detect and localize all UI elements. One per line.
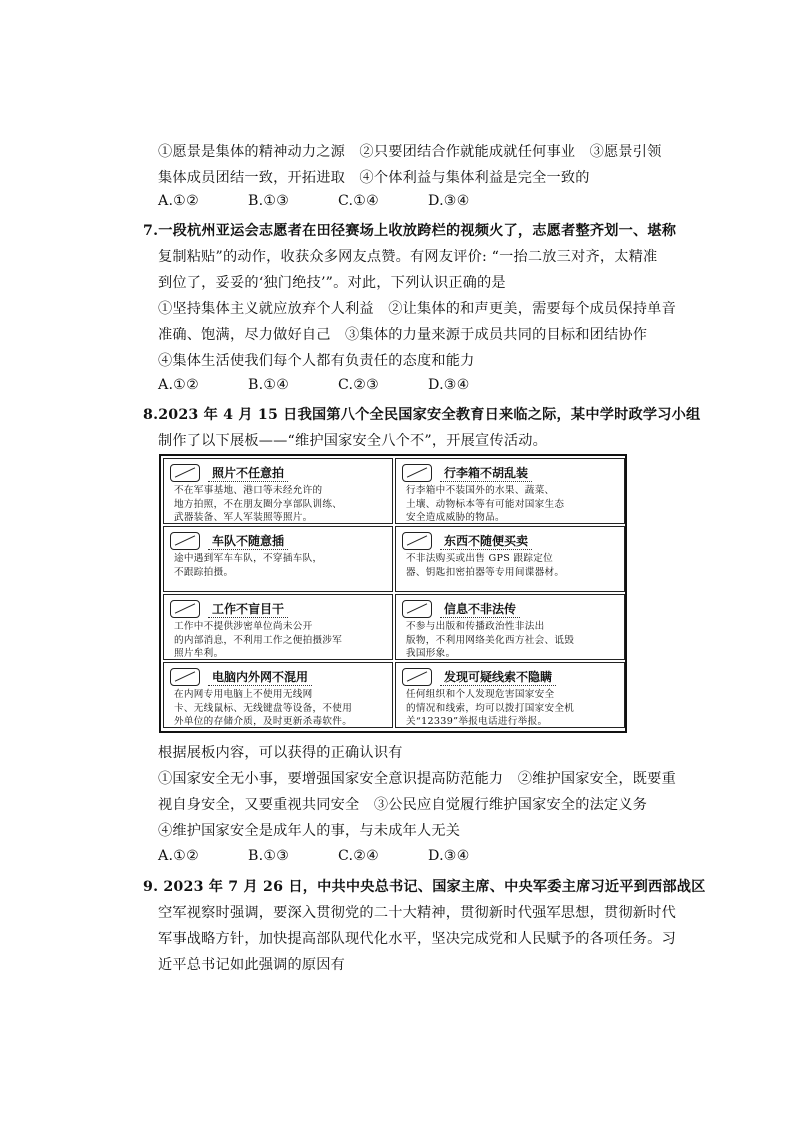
q9-stem-line-1: 9. 2023 年 7 月 26 日，中共中央总书记、国家主席、中央军委主席习近平到西部战区 xyxy=(143,879,706,895)
q7-statement-line-2: 准确、饱满，尽力做好自己 ③集体的力量来源于成员共同的目标和团结协作 xyxy=(158,327,648,343)
board-cell-text: 任何组织和个人发现危害国家安全 的情况和线索，均可以拨打国家安全机 关“12339”举报电话进行举报。 xyxy=(406,689,575,728)
q9-stem-line-3: 军事战略方针，加快提高部队现代化水平，坚决完成党和人民赋予的各项任务。习 xyxy=(158,931,676,947)
q8-option-b[interactable]: B.①③ xyxy=(248,848,290,864)
phone-icon xyxy=(402,668,432,686)
board-cell-title: 照片不任意拍 xyxy=(208,464,288,482)
q6-statement-line-2: 集体成员团结一致，开拓进取 ④个体利益与集体利益是完全一致的 xyxy=(158,170,590,186)
board-cell-text: 行李箱中不装国外的水果、蔬菜、 土壤、动物标本等有可能对国家生态 安全造成威胁的物品。 xyxy=(406,485,565,524)
q8-option-d[interactable]: D.③④ xyxy=(428,848,470,864)
board-cell-text: 在内网专用电脑上不使用无线网 卡、无线鼠标、无线键盘等设备，不使用 外单位的存储介质，及时更新杀毒软件。 xyxy=(174,689,353,728)
board-cell-text: 途中遇到军车车队，不穿插车队， 不跟踪拍摄。 xyxy=(174,553,323,578)
q8-stem-line-1: 8.2023 年 4 月 15 日我国第八个全民国家安全教育日来临之际，某中学时政学习小组 xyxy=(143,407,701,423)
q9-stem-line-2: 空军视察时强调，要深入贯彻党的二十大精神，贯彻新时代强军思想，贯彻新时代 xyxy=(158,905,676,921)
q8-option-c[interactable]: C.②④ xyxy=(338,848,380,864)
q6-option-c[interactable]: C.①④ xyxy=(338,193,380,209)
security-exhibition-board xyxy=(159,454,627,733)
q7-option-d[interactable]: D.③④ xyxy=(428,377,470,393)
board-cell-title: 行李箱不胡乱装 xyxy=(440,464,532,482)
board-cell-report xyxy=(395,662,625,728)
work-icon xyxy=(170,600,200,618)
board-cell-convoy xyxy=(163,526,393,592)
board-cell-title: 东西不随便买卖 xyxy=(440,532,532,550)
board-cell-title: 工作不盲目干 xyxy=(208,600,288,618)
board-cell-information xyxy=(395,594,625,660)
q7-stem-line-1: 7.一段杭州亚运会志愿者在田径赛场上收放跨栏的视频火了，志愿者整齐划一、堪称 xyxy=(143,223,677,239)
board-cell-luggage xyxy=(395,458,625,524)
computer-icon xyxy=(170,668,200,686)
q6-statement-line-1: ①愿景是集体的精神动力之源 ②只要团结合作就能成就任何事业 ③愿景引领 xyxy=(158,144,662,160)
board-cell-text: 不参与出版和传播政治性非法出 版物，不利用网络美化西方社会、诋毁 我国形象。 xyxy=(406,621,575,660)
board-cell-text: 不在军事基地、港口等未经允许的 地方拍照，不在朋友圈分享部队训练、 武器装备、军人军装照等照片。 xyxy=(174,485,343,524)
q6-option-a[interactable]: A.①② xyxy=(158,193,199,209)
luggage-icon xyxy=(402,464,432,482)
q7-statement-line-3: ④集体生活使我们每个人都有负责任的态度和能力 xyxy=(158,353,475,369)
board-cell-title: 电脑内外网不混用 xyxy=(208,668,312,686)
board-cell-title: 发现可疑线索不隐瞒 xyxy=(440,668,556,686)
q8-stem-line-2: 制作了以下展板——“维护国家安全八个不”，开展宣传活动。 xyxy=(158,433,547,449)
camera-icon xyxy=(170,464,200,482)
q8-options xyxy=(158,848,518,864)
board-cell-title: 车队不随意插 xyxy=(208,532,288,550)
q7-options xyxy=(158,377,518,393)
q9-stem-line-4: 近平总书记如此强调的原因有 xyxy=(158,957,346,973)
board-cell-computer xyxy=(163,662,393,728)
board-cell-work xyxy=(163,594,393,660)
q6-options xyxy=(158,193,518,209)
gps-icon xyxy=(402,532,432,550)
q7-stem-line-2: 复制粘贴”的动作，收获众多网友点赞。有网友评价: “一抬二放三对齐，太精准 xyxy=(158,249,658,265)
q8-question-prompt: 根据展板内容，可以获得的正确认识有 xyxy=(158,745,403,761)
q7-option-b[interactable]: B.①④ xyxy=(248,377,290,393)
q8-statement-line-2: 视自身安全，又要重视共同安全 ③公民应自觉履行维护国家安全的法定义务 xyxy=(158,797,648,813)
board-cell-text: 工作中不提供涉密单位尚未公开 的内部消息，不利用工作之便拍摄涉军 照片牟利。 xyxy=(174,621,343,660)
board-cell-text: 不非法购买或出售 GPS 跟踪定位 器、钥匙扣密拍器等专用间谍器材。 xyxy=(406,553,565,578)
convoy-icon xyxy=(170,532,200,550)
q8-statement-line-3: ④维护国家安全是成年人的事，与未成年人无关 xyxy=(158,823,461,839)
q7-statement-line-1: ①坚持集体主义就应放弃个人利益 ②让集体的和声更美，需要每个成员保持单音 xyxy=(158,301,676,317)
q8-option-a[interactable]: A.①② xyxy=(158,848,199,864)
q7-stem-line-3: 到位了，妥妥的‘独门绝技’”。对此，下列认识正确的是 xyxy=(158,275,506,291)
board-cell-title: 信息不非法传 xyxy=(440,600,520,618)
board-cell-trade xyxy=(395,526,625,592)
q6-option-b[interactable]: B.①③ xyxy=(248,193,290,209)
q6-option-d[interactable]: D.③④ xyxy=(428,193,470,209)
info-icon xyxy=(402,600,432,618)
board-cell-photo xyxy=(163,458,393,524)
q7-option-a[interactable]: A.①② xyxy=(158,377,199,393)
q8-statement-line-1: ①国家安全无小事，要增强国家安全意识提高防范能力 ②维护国家安全，既要重 xyxy=(158,771,676,787)
q7-option-c[interactable]: C.②③ xyxy=(338,377,380,393)
